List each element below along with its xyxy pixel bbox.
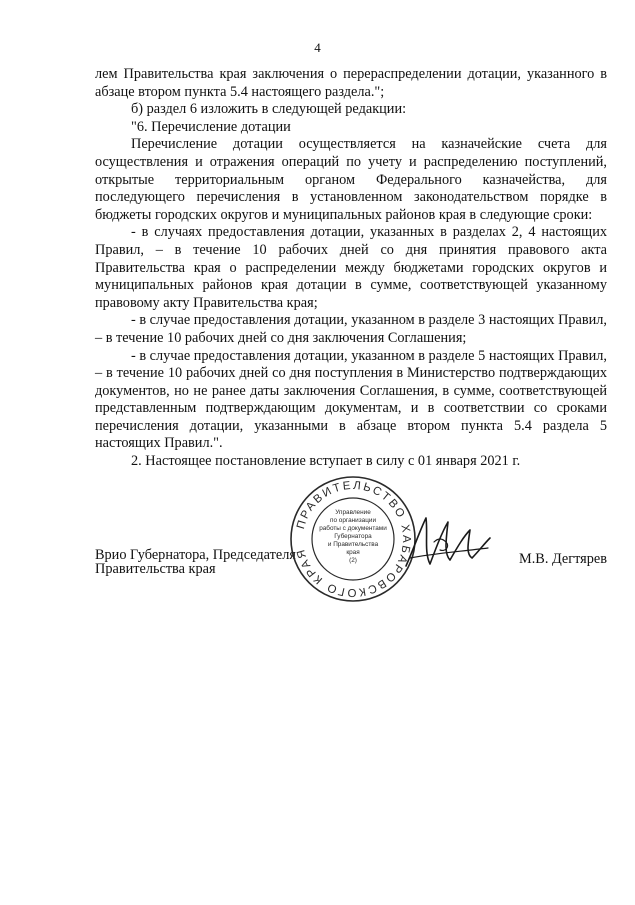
page-number: 4 [314, 40, 321, 55]
official-seal [288, 474, 418, 604]
seal-inner-line: Губернатора [334, 533, 372, 540]
seal-inner-line: края [346, 549, 360, 556]
section-heading: "6. Перечисление дотации [131, 118, 291, 135]
seal-inner-line: работы с документами [319, 525, 387, 532]
signatory-position-line: Врио Губернатора, Председателя [95, 547, 296, 563]
handwritten-signature [400, 508, 495, 578]
paragraph: б) раздел 6 изложить в следующей редакции: [131, 101, 407, 118]
paragraph: 2. Настоящее постановление вступает в силу с 01 января 2021 г. [131, 453, 521, 470]
signatory-position [95, 548, 296, 576]
seal-inner-line: Управление [335, 509, 371, 516]
seal-inner-line: и Правительства [327, 541, 379, 548]
paragraph: Перечисление дотации осуществляется на казначейские счета для осуществления и отражения операций по учету и распределению поступлений, открытые территориальным органом Федерального казначейства, для последующего перечисления в установленном законодательством порядке в бюджеты городских округов и муниципальных районов края в следующие сроки: [95, 136, 607, 223]
paragraph: лем Правительства края заключения о перераспределении дотации, указанного в абзаце втором пункта 5.4 настоящего раздела."; [95, 66, 607, 100]
signatory-position-line: Правительства края [95, 561, 216, 577]
seal-ring-text: ПРАВИТЕЛЬСТВО ХАБАРОВСКОГО КРАЯ [294, 479, 413, 599]
list-item: - в случаях предоставления дотации, указанных в разделах 2, 4 настоящих Правил, – в течение 10 рабочих дней со дня принятия правового акта Правительства края о распределении между бюджетами городских округов и муниципальных районов края дотации в сумме, соответствующей указанному правовому акту Правительства края; [95, 224, 607, 311]
document-body [95, 66, 607, 471]
list-item: - в случае предоставления дотации, указанном в разделе 5 настоящих Правил, – в течение 10 рабочих дней со дня поступления в Министерство подтверждающих документов, но не ранее даты заключения Соглашения, в сумме, соответствующей представленным подтверждающим документам, и в соответствии со сроками перечисления дотации, указанными в абзаце втором пункта 5.4 раздела 5 настоящих Правил.". [95, 347, 607, 452]
seal-inner-line: по организации [329, 517, 377, 524]
seal-inner-line: (2) [349, 557, 357, 564]
list-item: - в случае предоставления дотации, указанном в разделе 3 настоящих Правил, – в течение 10 рабочих дней со дня заключения Соглашения; [95, 312, 607, 346]
signatory-name: М.В. Дегтярев [519, 551, 607, 567]
